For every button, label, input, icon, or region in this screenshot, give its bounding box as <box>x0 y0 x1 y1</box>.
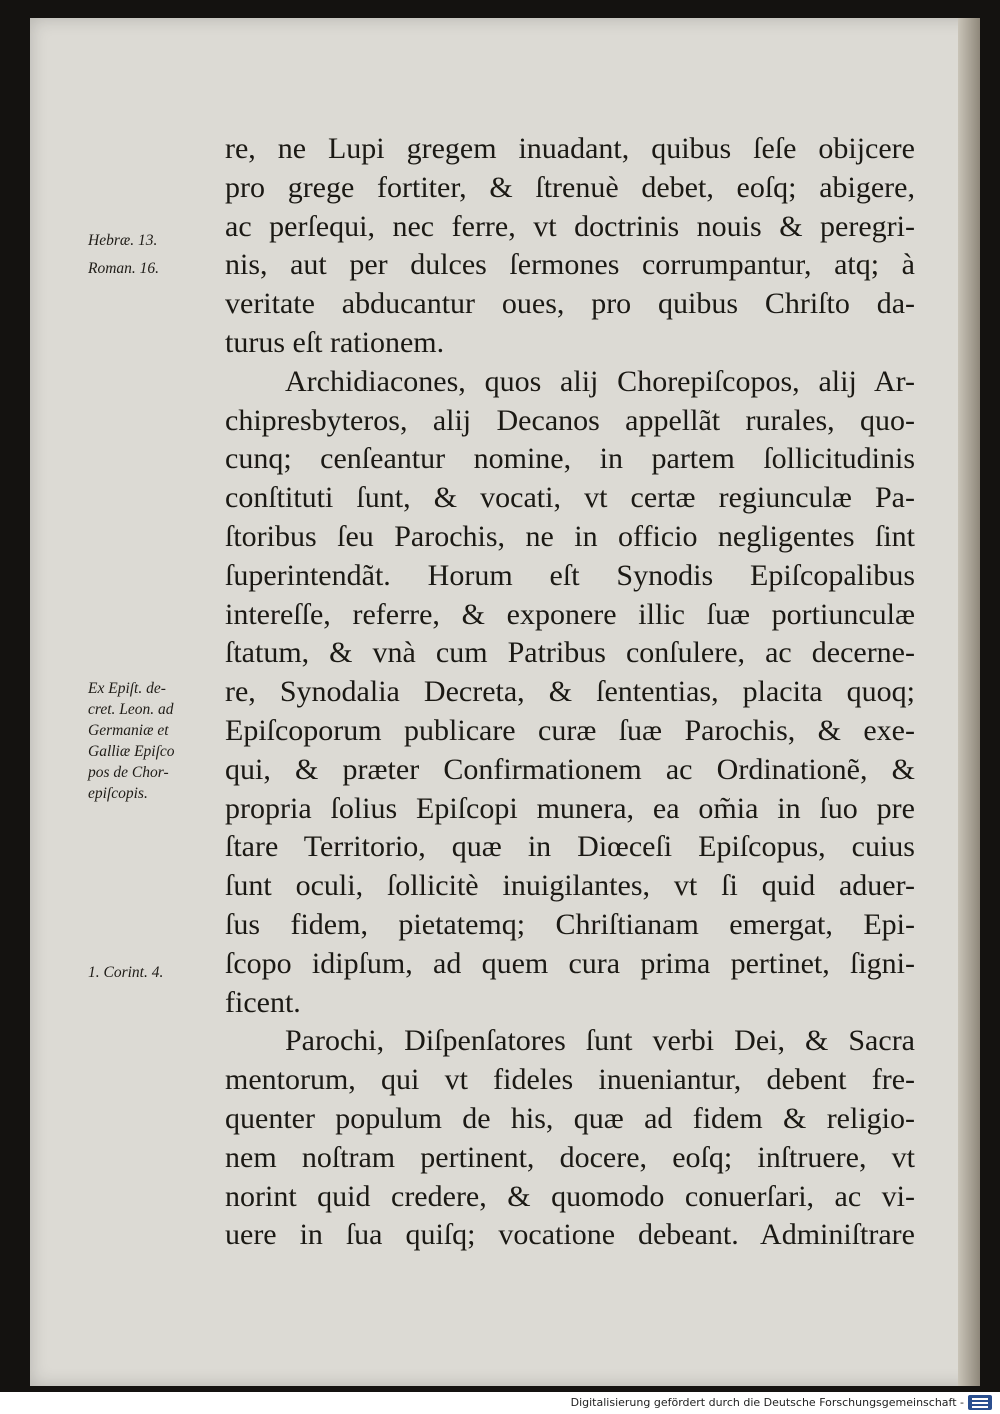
text-line: Parochi, Diſpenſatores ſunt verbi Dei, & Sacra <box>285 1024 915 1058</box>
text-line: ſuperintendãt. Horum eſt Synodis Epiſcopalibus <box>225 558 915 592</box>
marginal-note-line: Roman. 16. <box>88 260 160 277</box>
text-line: re, ne Lupi gregem inuadant, quibus ſeſe obijcere <box>225 132 915 165</box>
text-line: uere in ſua quiſq; vocatione debeant. Adminiſtrare <box>225 1218 915 1252</box>
marginal-note-epistola <box>88 678 238 804</box>
marginal-note-line: 1. Corint. 4. <box>88 964 164 981</box>
text-line: Archidiacones, quos alij Chorepiſcopos, alij Ar- <box>285 364 915 398</box>
text-line: quenter populum de his, quæ ad fidem & religio- <box>225 1101 915 1135</box>
text-line: ſtatum, & vnà cum Patribus conſulere, ac decerne- <box>225 636 915 670</box>
text-line: nis, aut per dulces ſermones corrumpantur, atq; à <box>225 248 915 282</box>
text-line: cunq; cenſeantur nomine, in partem ſollicitudinis <box>225 442 915 476</box>
text-line: qui, & præter Confirmationem ac Ordinationẽ, & <box>225 752 915 786</box>
marginal-note-hebr <box>88 230 238 251</box>
text-line: norint quid credere, & quomodo conuerſari, ac vi- <box>225 1179 915 1213</box>
text-line: pro grege fortiter, & ſtrenuè debet, eoſq; abigere, <box>225 170 915 204</box>
text-line: ficent. <box>225 985 301 1019</box>
text-line: veritate abducantur oues, pro quibus Chriſto da- <box>225 287 915 321</box>
page-edge <box>958 18 980 1386</box>
text-line: ſtare Territorio, quæ in Diœceſi Epiſcopus, cuius <box>225 830 915 864</box>
text-line: mentorum, qui vt fideles inueniantur, debent fre- <box>225 1063 915 1097</box>
marginal-note-line: Ex Epiſt. de- <box>88 680 166 697</box>
text-line: ſus fidem, pietatemq; Chriſtianam emergat, Epi- <box>225 907 915 941</box>
marginal-note-roman <box>88 258 238 279</box>
main-text-block <box>225 130 915 1255</box>
marginal-note-corint <box>88 962 238 983</box>
text-line: ſcopo idipſum, ad quem cura prima pertinet, ſigni- <box>225 946 915 980</box>
text-line: intereſſe, referre, & exponere illic ſuæ portiunculæ <box>225 597 915 631</box>
text-line: nem noſtram pertinent, docere, eoſq; inſtruere, vt <box>225 1140 915 1174</box>
dfg-logo-icon <box>968 1395 992 1410</box>
text-line: Epiſcoporum publicare curæ ſuæ Parochis, & exe- <box>225 713 915 747</box>
marginal-note-line: pos de Chor- <box>88 764 169 781</box>
text-line: turus eſt rationem. <box>225 325 445 359</box>
marginal-note-line: Germaniæ et <box>88 722 169 739</box>
text-line: ac perſequi, nec ferre, vt doctrinis nouis & peregri- <box>225 209 915 243</box>
text-line: propria ſolius Epiſcopi munera, ea om̃ia in ſuo pre <box>225 791 915 825</box>
text-line: chipresbyteros, alij Decanos appellãt rurales, quo- <box>225 403 915 437</box>
footer-credit: Digitalisierung gefördert durch die Deutsche Forschungsgemeinschaft - <box>570 1396 964 1409</box>
marginal-note-line: Hebræ. 13. <box>88 232 158 249</box>
text-line: re, Synodalia Decreta, & ſententias, placita quoq; <box>225 675 915 709</box>
marginal-note-line: cret. Leon. ad <box>88 701 174 718</box>
marginal-note-line: epiſcopis. <box>88 785 148 802</box>
footer-bar <box>0 1392 1000 1414</box>
marginal-note-line: Galliæ Epiſco <box>88 743 175 760</box>
text-line: ſunt oculi, ſollicitè inuigilantes, vt ſi quid aduer- <box>225 869 915 903</box>
text-line: ſtoribus ſeu Parochis, ne in officio negligentes ſint <box>225 519 915 553</box>
text-line: conſtituti ſunt, & vocati, vt certæ regiunculæ Pa- <box>225 481 915 515</box>
